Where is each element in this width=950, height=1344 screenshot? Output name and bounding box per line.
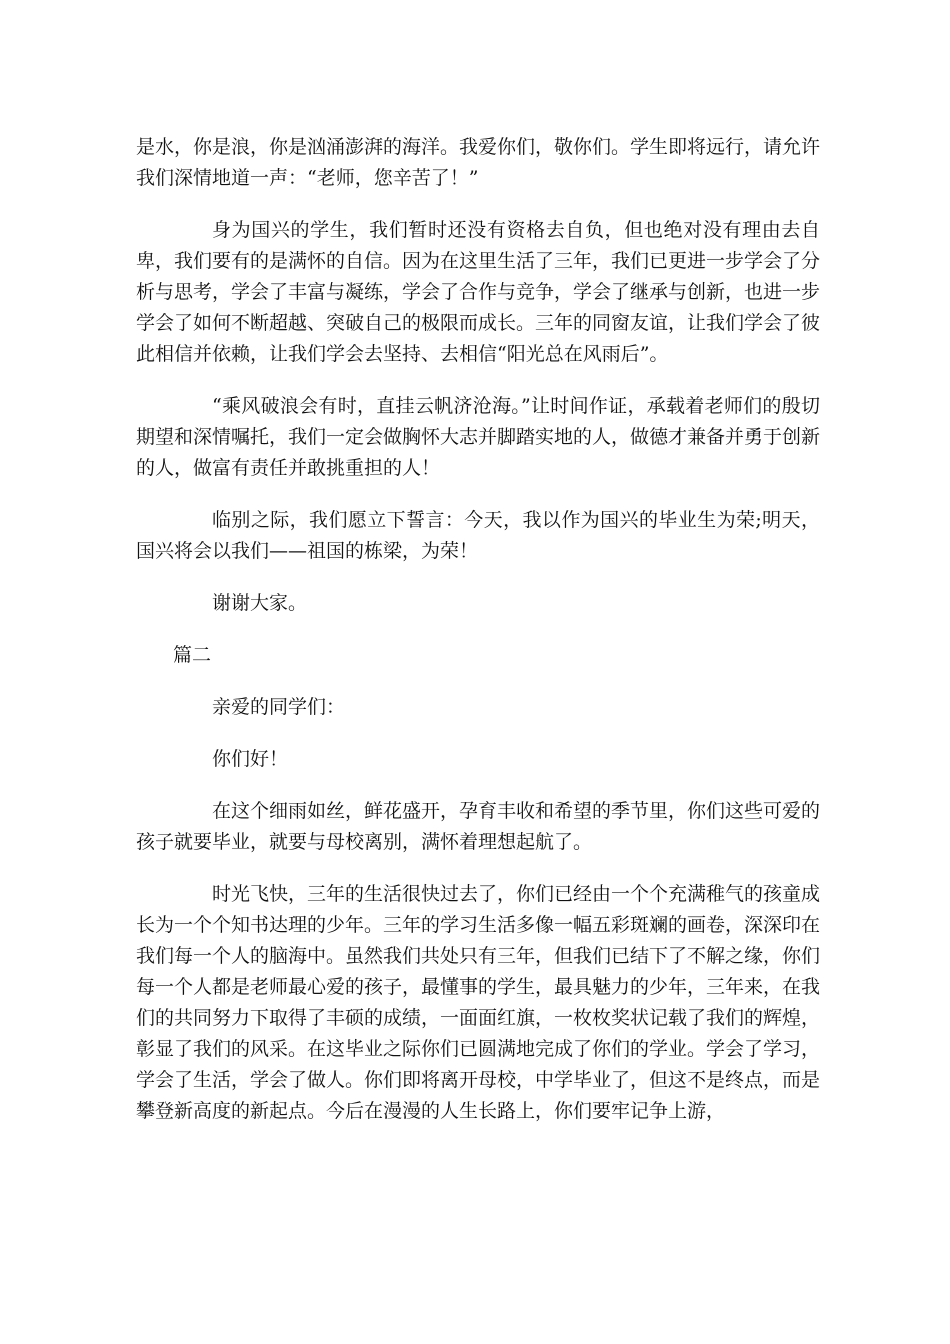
paragraph-resolve: “乘风破浪会有时，直挂云帆济沧海。”让时间作证，承载着老师们的殷切期望和深情嘱托，我们一定会做胸怀大志并脚踏实地的人，做德才兼备并勇于创新的人，做富有责任并敢挑重担的人！ bbox=[136, 395, 821, 479]
paragraph-three-years: 时光飞快，三年的生活很快过去了，你们已经由一个个充满稚气的孩童成长为一个个知书达理的少年。三年的学习生活多像一幅五彩斑斓的画卷，深深印在我们每一个人的脑海中。虽然我们共处只有三年，但我们已结下了不解之缘，你们每一个人都是老师最心爱的孩子，最懂事的学生，最具魅力的少年，三年来，在我们的共同努力下取得了丰硕的成绩，一面面红旗，一枚枚奖状记载了我们的辉煌，彰显了我们的风采。在这毕业之际你们已圆满地完成了你们的学业。学会了学习，学会了生活，学会了做人。你们即将离开母校，中学毕业了，但这不是终点，而是攀登新高度的新起点。今后在漫漫的人生长路上，你们要牢记争上游， bbox=[136, 883, 821, 1122]
paragraph-greeting: 亲爱的同学们： bbox=[212, 696, 346, 718]
paragraph-hello: 你们好！ bbox=[212, 748, 289, 770]
document-body bbox=[136, 132, 820, 1127]
paragraph-confidence: 身为国兴的学生，我们暂时还没有资格去自负，但也绝对没有理由去自卑，我们要有的是满怀的自信。因为在这里生活了三年，我们已更进一步学会了分析与思考，学会了丰富与凝练，学会了合作与竞争，学会了继承与创新，也进一步学会了如何不断超越、突破自己的极限而成长。三年的同窗友谊，让我们学会了彼此相信并依赖，让我们学会去坚持、去相信“阳光总在风雨后”。 bbox=[136, 219, 821, 365]
paragraph-season: 在这个细雨如丝，鲜花盛开，孕育丰收和希望的季节里，你们这些可爱的孩子就要毕业，就要与母校离别，满怀着理想起航了。 bbox=[136, 800, 821, 853]
section-heading: 篇二 bbox=[173, 644, 212, 666]
paragraph-thanks: 谢谢大家。 bbox=[212, 592, 308, 614]
paragraph-continuation: 是水，你是浪，你是汹涌澎湃的海洋。我爱你们，敬你们。学生即将远行，请允许我们深情地道一声：“老师，您辛苦了！” bbox=[136, 136, 821, 189]
paragraph-pledge: 临别之际，我们愿立下誓言：今天，我以作为国兴的毕业生为荣;明天，国兴将会以我们——祖国的栋梁，为荣！ bbox=[136, 509, 820, 562]
